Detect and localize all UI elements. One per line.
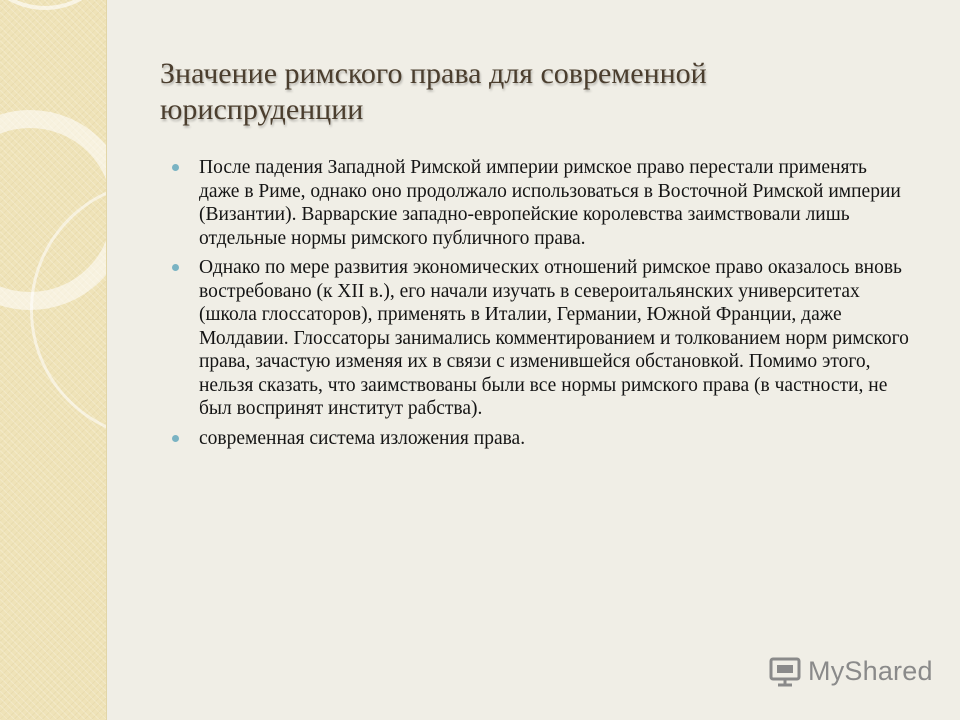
- slide-title: Значение римского права для современной юриспруденции: [160, 57, 707, 126]
- decorative-ring: [0, 0, 107, 10]
- bullet-item: [172, 256, 912, 421]
- watermark-text: MyShared: [808, 655, 933, 686]
- bullet-dot-icon: [172, 264, 179, 271]
- decorative-side-panel: [0, 0, 107, 720]
- bullet-text: современная система изложения права.: [199, 427, 526, 449]
- presentation-board-icon: [768, 654, 802, 688]
- bullet-item: [172, 427, 912, 451]
- bullet-item: [172, 156, 912, 250]
- bullet-dot-icon: [172, 435, 179, 442]
- myshared-watermark[interactable]: [768, 654, 933, 688]
- bullet-list: [172, 156, 912, 456]
- bullet-text: После падения Западной Римской империи римское право перестали применять даже в Риме, однако оно продолжало использоваться в Восточной Римской империи (Византии). Варварские западно-европейские королевства заимствовали лишь отдельные нормы римского публичного права.: [199, 157, 901, 249]
- bullet-dot-icon: [172, 164, 179, 171]
- bullet-text: Однако по мере развития экономических отношений римское право оказалось вновь востребовано (к XII в.), его начали изучать в североитальянских университетах (школа глоссаторов), применять в Италии, Германии, Южной Франции, даже Молдавии. Глоссаторы занимались комментированием и толкованием норм римского права, зачастую изменяя их в связи с изменившейся обстановкой. Помимо этого, нельзя сказать, что заимствованы были все нормы римского права (в частности, не был воспринят институт рабства).: [199, 257, 909, 419]
